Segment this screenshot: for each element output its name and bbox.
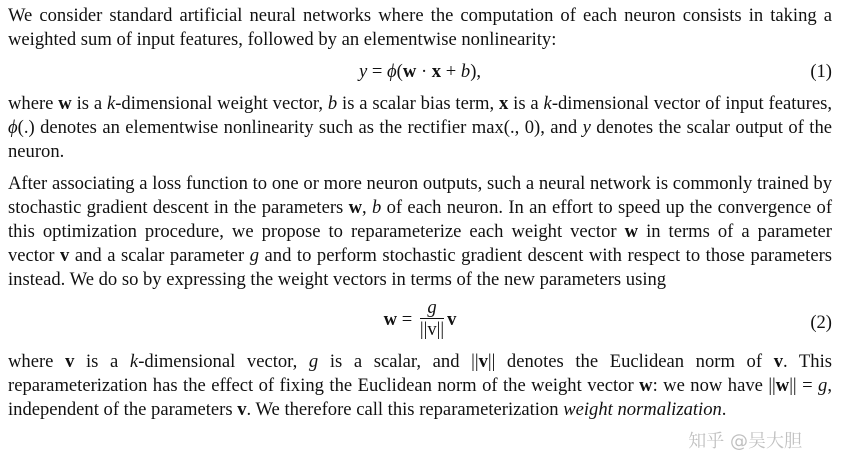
p4-text: is a scalar, and || xyxy=(318,351,479,372)
p3-text: , xyxy=(362,197,372,218)
p4-g: g xyxy=(308,351,319,372)
p2-k: k xyxy=(543,93,552,114)
eq1-dot: · xyxy=(416,61,432,82)
p4-text: || = xyxy=(789,375,819,396)
p3-w: w xyxy=(624,221,639,242)
eq2-w: w xyxy=(383,308,398,330)
p4-w: w xyxy=(639,375,653,396)
p3-w: w xyxy=(348,197,363,218)
equation-2-number: (2) xyxy=(810,312,832,333)
p3-text: and a scalar parameter xyxy=(69,245,250,266)
p4-v: v xyxy=(237,399,247,420)
p4-g: g xyxy=(818,375,828,396)
p4-text: is a xyxy=(74,351,130,372)
p3-text: After associating a loss function to one or more neuron outputs, such a neural network is commonly trained by stochastic gradient descent in the parameters xyxy=(8,173,832,218)
equation-1-body xyxy=(8,60,832,84)
p3-text: in terms of a parameter vector xyxy=(8,221,832,266)
paragraph-weight-normalization xyxy=(8,350,832,422)
p4-text: || denotes the Euclidean norm of xyxy=(487,351,774,372)
eq2-denominator xyxy=(420,319,444,341)
eq1-close-paren: ), xyxy=(470,61,482,82)
paragraph-definitions xyxy=(8,92,832,164)
p2-phi: ϕ xyxy=(8,117,18,138)
equation-2 xyxy=(8,298,832,348)
p2-text: denotes the scalar output of the neuron. xyxy=(8,117,833,162)
p4-text: . This reparameterization has the effect of fixing the Euclidean norm of the weight vector xyxy=(8,351,832,396)
equation-1 xyxy=(8,52,832,92)
equation-2-body xyxy=(8,298,832,341)
eq2-denominator-text: ||v|| xyxy=(419,319,445,340)
eq2-equals: = xyxy=(397,308,417,330)
paragraph-intro: We consider standard artificial neural networks where the computation of each neuron consists in taking a weighted sum of input features, followed by an elementwise nonlinearity: xyxy=(8,5,832,50)
p4-v: v xyxy=(478,351,488,372)
p2-text: is a scalar bias term, xyxy=(337,93,500,114)
p3-v: v xyxy=(60,245,70,266)
p2-b: b xyxy=(327,93,338,114)
p3-text: and to perform stochastic gradient descent with respect to those parameters instead. We do so by expressing the weight vectors in terms of the new parameters using xyxy=(8,245,833,290)
p4-text: where xyxy=(8,351,66,372)
p2-text: is a xyxy=(71,93,107,114)
p2-text: is a xyxy=(508,93,544,114)
p4-v: v xyxy=(773,351,783,372)
eq1-phi: ϕ xyxy=(387,61,397,82)
p4-v: v xyxy=(65,351,75,372)
eq1-open-paren: ( xyxy=(396,61,403,82)
p2-text: -dimensional vector of input features, xyxy=(551,93,832,114)
p2-text: (.) denotes an elementwise nonlinearity such as the rectifier max(., 0), and xyxy=(17,117,583,138)
paragraph-reparameterization xyxy=(8,172,832,292)
p4-text: . xyxy=(721,399,727,420)
eq1-plus: + xyxy=(441,61,461,82)
eq1-b: b xyxy=(460,61,471,82)
p3-b: b xyxy=(372,197,382,218)
eq1-y: y xyxy=(358,61,368,82)
p2-w: w xyxy=(58,93,72,114)
p4-text: : we now have || xyxy=(652,375,776,396)
p2-y: y xyxy=(582,117,591,138)
paper-page xyxy=(8,4,832,422)
eq1-equals: = xyxy=(367,61,388,82)
p4-k: k xyxy=(129,351,139,372)
eq2-fraction xyxy=(420,298,444,341)
p4-text: , independent of the parameters xyxy=(8,375,832,420)
p3-g: g xyxy=(249,245,260,266)
eq1-w: w xyxy=(402,61,417,82)
p2-text: where xyxy=(8,93,59,114)
p4-text: -dimensional vector, xyxy=(138,351,309,372)
watermark: 知乎 @吴大胆 xyxy=(688,431,802,452)
p2-k: k xyxy=(106,93,116,114)
equation-1-number: (1) xyxy=(810,61,832,82)
eq1-x: x xyxy=(431,61,442,82)
eq2-numerator: g xyxy=(427,297,437,318)
p2-text: -dimensional weight vector, xyxy=(115,93,328,114)
p4-text: . We therefore call this reparameterization xyxy=(246,399,564,420)
eq2-v: v xyxy=(447,308,457,330)
p3-text: of each neuron. In an effort to speed up the convergence of this optimization procedure, we propose to reparameterize each weight vector xyxy=(8,197,833,242)
p4-w: w xyxy=(775,375,790,396)
p2-x: x xyxy=(499,93,509,114)
p4-term-weight-normalization: weight normalization xyxy=(563,399,722,420)
